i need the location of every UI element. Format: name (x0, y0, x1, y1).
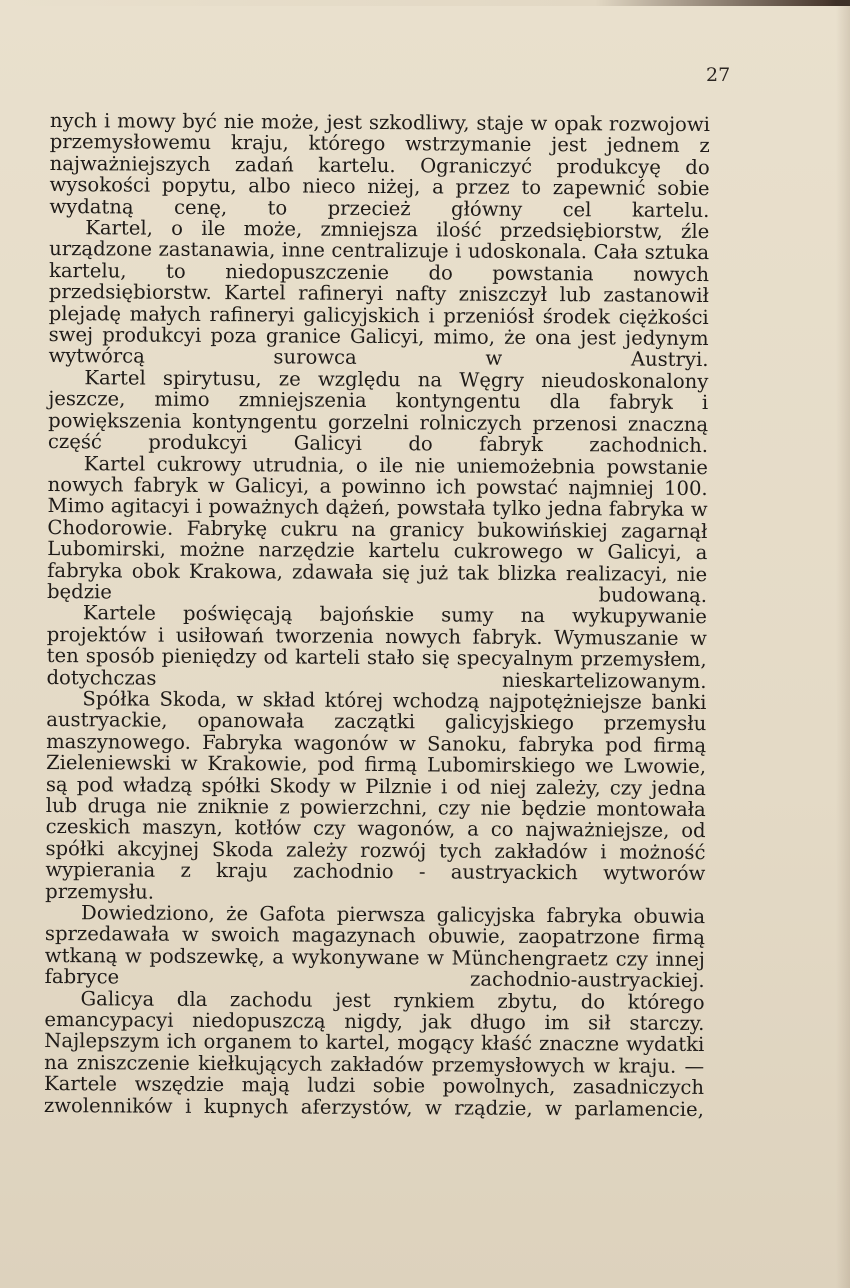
paragraph-8: Galicya dla zachodu jest rynkiem zbytu, do którego emancypacyi niedopuszczą nigdy, jak długo im sił starczy. Najlepszym ich organem to kartel, mogący kłaść znaczne wydatki na zniszczenie kiełkujących zakładów przemysłowych w kraju. — Kartele wszędzie mają ludzi sobie powolnych, zasadniczych zwolenników i kupnych aferzystów, w rządzie, w parlamencie, (43, 986, 705, 1121)
paragraph-7: Dowiedziono, że Gafota pierwsza galicyjska fabryka obuwia sprzedawała w swoich magazynach obuwie, zaopatrzone firmą wtkaną w podszewkę, a wykonywane w Münchengraetz czy innej fabryce zachodnio-austryackiej. (44, 901, 706, 993)
page-shadow (836, 0, 850, 1288)
page-number: 27 (706, 64, 731, 86)
paragraph-5: Kartele poświęcają bajońskie sumy na wykupywanie projektów i usiłowań tworzenia nowych fabryk. Wymuszanie w ten sposób pieniędzy od karteli stało się specyalnym przemysłem, dotychczas nieskartelizowanym. (46, 601, 707, 693)
paragraph-6: Spółka Skoda, w skład której wchodzą najpotężniejsze banki austryackie, opanowała zaczątki galicyjskiego przemysłu maszynowego. Fabryka wagonów w Sanoku, fabryka pod firmą Zieleniewski w Krakowie, pod firmą Lubomirskiego we Lwowie, są pod władzą spółki Skody w Pilznie i od niej zależy, czy jedna lub druga nie zniknie z powierzchni, czy nie będzie montowała czeskich maszyn, kotłów czy wagonów, a co najważniejsze, od spółki akcyjnej Skoda zależy rozwój tych zakładów i możność wypierania z kraju zachodnio - austryackich wytworów przemysłu. (45, 687, 707, 904)
paragraph-4: Kartel cukrowy utrudnia, o ile nie uniemożebnia powstanie nowych fabryk w Galicyi, a powinno ich powstać najmniej 100. Mimo agitacyi i poważnych dążeń, powstała tylko jedna fabryka w Chodorowie. Fabrykę cukru na granicy bukowińskiej zagarnął Lubomirski, możne narzędzie kartelu cukrowego w Galicyi, a fabryka obok Krakowa, zdawała się już tak blizka realizacyi, nie będzie budowaną. (46, 451, 708, 607)
paragraph-2: Kartel, o ile może, zmniejsza ilość przedsiębiorstw, źle urządzone zastanawia, inne centralizuje i udoskonala. Cała sztuka kartelu, to niedopuszczenie do powstania nowych przedsiębiorstw. Kartel rafineryi nafty zniszczył lub zastanowił plejadę małych rafineryi galicyjskich i przeniósł środek ciężkości swej produkcyi poza granice Galicyi, mimo, że ona jest jedynym wytwórcą surowca w Austryi. (48, 216, 710, 372)
paragraph-1: nych i mowy być nie może, jest szkodliwy, staje w opak rozwojowi przemysłowemu kraju, którego wstrzymanie jest jednem z najważniejszych zadań kartelu. Ograniczyć produkcyę do wysokości popytu, albo nieco niżej, a przez to zapewnić sobie wydatną cenę, to przecież główny cel kartelu. (49, 109, 710, 222)
paragraph-3: Kartel spirytusu, ze względu na Węgry nieudoskonalony jeszcze, mimo zmniejszenia kontyngentu dla fabryk i powiększenia kontyngentu gorzelni rolniczych przenosi znaczną część produkcyi Galicyi do fabryk zachodnich. (47, 366, 709, 458)
body-text (44, 110, 710, 1120)
page-top-edge (0, 0, 850, 6)
